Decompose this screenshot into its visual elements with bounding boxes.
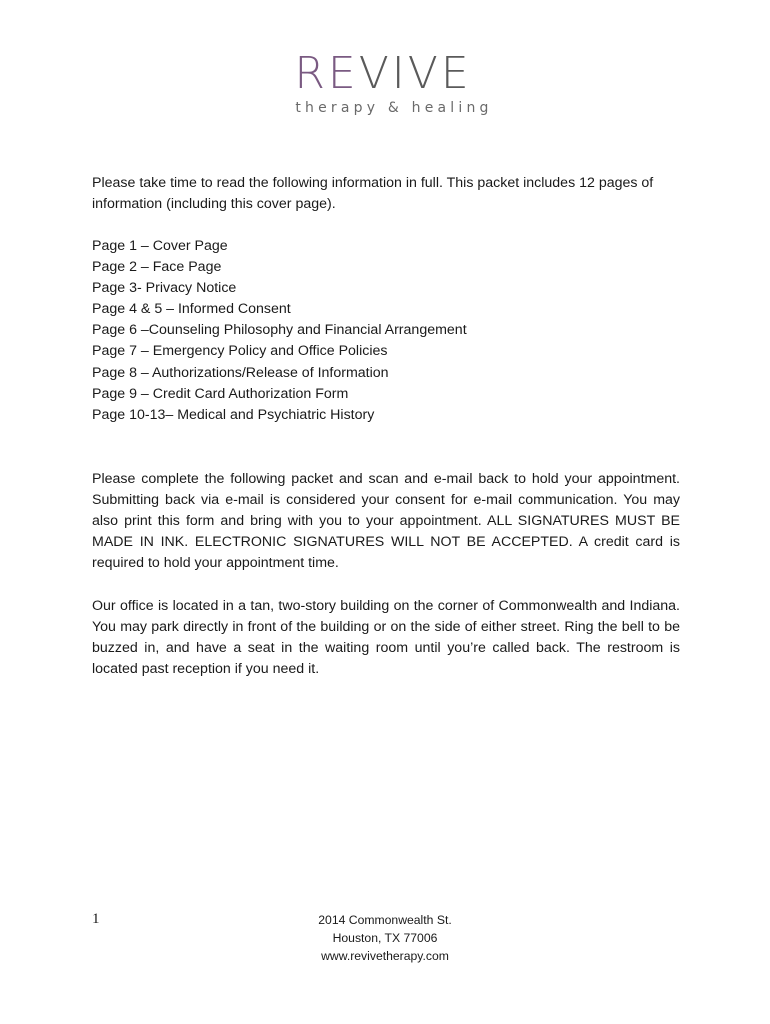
footer-address-line1: 2014 Commonwealth St. — [318, 913, 452, 927]
list-item: Page 3- Privacy Notice — [92, 280, 237, 297]
footer-address-line2: Houston, TX 77006 — [332, 931, 438, 945]
packet-instructions-paragraph: Please complete the following packet and scan and e-mail back to hold your appointment. Submitting back via e-mail is considered your consent for e-mail communication. You may also print this form and bring with you to your appointment. ALL SIGNATURES MUST BE MADE IN INK. ELECTRONIC SIGNATURES WILL NOT BE ACCEPTED. A credit card is required to hold your appointment time. — [92, 471, 680, 571]
logo-tagline: therapy & healing — [295, 100, 493, 116]
list-item: Page 10-13– Medical and Psychiatric History — [92, 406, 375, 423]
list-item: Page 2 – Face Page — [92, 259, 222, 276]
page-number: 1 — [92, 911, 100, 927]
list-item: Page 1 – Cover Page — [92, 238, 228, 254]
page-contents-list — [92, 236, 680, 426]
logo-wordmark — [0, 50, 770, 98]
intro-paragraph: Please take time to read the following information in full. This packet includes 12 pages of information (including this cover page). — [92, 175, 654, 212]
logo-wordmark-re: RE — [294, 48, 359, 99]
revive-logo — [0, 50, 770, 116]
list-item: Page 7 – Emergency Policy and Office Policies — [92, 343, 388, 360]
office-location-paragraph: Our office is located in a tan, two-story building on the corner of Commonwealth and Indiana. You may park directly in front of the building or on the side of either street. Ring the bell to be buzzed in, and have a seat in the waiting room until you’re called back. The restroom is located past reception if you need it. — [92, 598, 680, 677]
list-item: Page 9 – Credit Card Authorization Form — [92, 385, 349, 402]
footer-address — [0, 911, 770, 965]
footer-website: www.revivetherapy.com — [321, 949, 449, 963]
list-item: Page 6 –Counseling Philosophy and Financial Arrangement — [92, 322, 467, 339]
list-item: Page 8 – Authorizations/Release of Information — [92, 364, 389, 381]
logo-wordmark-vive: VIVE — [358, 48, 472, 99]
list-item: Page 4 & 5 – Informed Consent — [92, 301, 291, 318]
